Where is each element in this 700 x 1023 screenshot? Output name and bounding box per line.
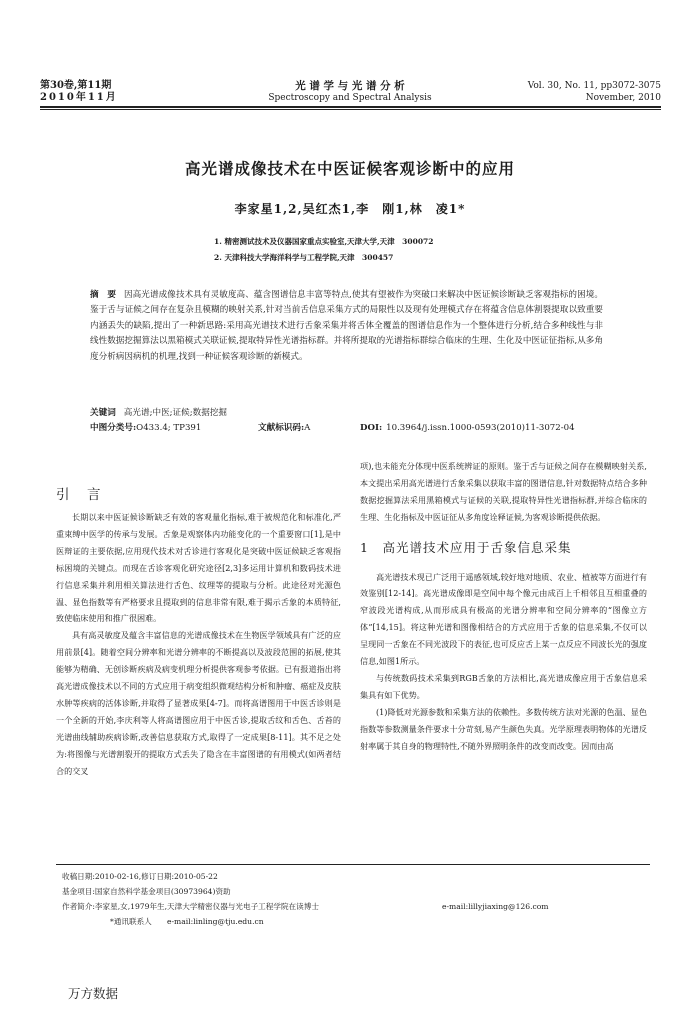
volume-cn: 第30卷,第11期 [40,80,112,91]
left-column [56,509,341,780]
journal-cn: 光 谱 学 与 光 谱 分 析 [295,80,405,92]
footnote-corresponding: *通讯联系人 e-mail:linling@tju.edu.cn [110,917,264,926]
section1-paragraph-3: (1)降低对光源参数和采集方法的依赖性。多数传统方法对光源的色温、显色指数等参数测量条件要求十分苛刻,易产生颜色失真。光学原理表明物体的光谱反射率属于其自身的物理特性,不随外界照明条件的改变而改变。因而由高 [360,706,647,751]
date-en: November, 2010 [585,93,661,103]
abstract [90,288,603,365]
keywords-line [90,407,227,420]
doi-label: DOI: [360,423,383,433]
header-center [230,80,470,104]
keywords-label: 关键词 [90,408,116,418]
right-column [360,458,647,755]
abstract-label: 摘 要 [90,290,116,300]
footnote-funding: 基金项目:国家自然科学基金项目(30973964)资助 [62,887,231,896]
clc-label: 中图分类号: [90,423,137,433]
doi-value: 10.3964/j.issn.1000-0593(2010)11-3072-04 [386,423,575,433]
doi-line [360,422,575,435]
date-cn: 2010年11月 [40,92,118,103]
doccode-label: 文献标识码: [258,423,305,433]
keywords-text: 高光谱;中医;证候;数据挖掘 [123,408,228,418]
header-left [40,80,118,104]
header-rule-thin [40,109,661,110]
intro-paragraph-2: 具有高灵敏度及蕴含丰富信息的光谱成像技术在生物医学领域具有广泛的应用前景[4]。随着空间分辨率和光谱分辨率的不断提高以及波段范围的拓展,使其能够为精确、无创诊断疾病及病变机理分析提供客观参考依据。已有报道指出将高光谱成像技术以不同的方式应用于病变组织微观结构分析和肿瘤、癌症及皮肤水肿等疾病的活体诊断,并取得了显著成果[4-7]。而将高谱图用于中医舌诊则是一个全新的开始,李庆利等人将高谱图应用于中医舌诊,提取舌纹和舌色、舌苔的光谱曲线辅助疾病诊断,改善信息获取方式,取得了一定成果[8-11]。其不足之处为:将图像与光谱割裂开的提取方式丢失了隐含在丰富图谱的有用模式(如两者结合的交叉 [56,630,341,776]
volume-en: Vol. 30, No. 11, pp3072-3075 [527,81,661,91]
journal-en: Spectroscopy and Spectral Analysis [268,93,432,103]
footnote-received: 收稿日期:2010-02-16,修订日期:2010-05-22 [62,872,218,881]
right-paragraph-1: 项),也未能充分体现中医系统辨证的原则。鉴于舌与证候之间存在模糊映射关系,本文提出采用高光谱进行舌象采集以获取丰富的图谱信息,针对数据特点结合多种数据挖掘算法采用黑箱模式与证候的关联,提取特异性光谱指标群,并综合临床的生理、生化指标及中医证征从多角度诠释证候,为客观诊断提供依据。 [360,461,647,522]
classification-line [90,422,201,435]
header-right [470,80,661,104]
affiliation-2: 2. 天津科技大学海洋科学与工程学院,天津 300457 [214,253,394,262]
author-list: 李家星1,2,吴红杰1,李 刚1,林 凌1* [234,202,466,216]
article-title: 高光谱成像技术在中医证候客观诊断中的应用 [184,159,515,178]
doccode-line [258,422,310,435]
section1-paragraph-2: 与传统数码技术采集到RGB舌象的方法相比,高光谱成像应用于舌象信息采集具有如下优势。 [360,672,647,700]
footnote-bio: 作者简介:李家星,女,1979年生,天津大学精密仪器与光电子工程学院在读博士 [62,902,319,911]
section-heading-intro: 引 言 [56,487,103,503]
section-heading-1: 1 高光谱技术应用于舌象信息采集 [360,539,572,555]
footnote-rule [56,864,650,865]
doccode-value: A [304,423,311,433]
intro-paragraph-1: 长期以来中医证候诊断缺乏有效的客观量化指标,难于被规范化和标准化,严重束缚中医学的传承与发展。舌象是观察体内功能变化的一个重要窗口[1],是中医辩证的主要依据,应用现代技术对舌诊进行客观化是突破中医证候缺乏客观指标困境的关键点。而现在舌诊客观化研究途径[2,3]多运用计算机和数码技术进行信息采集并利用相关算法进行舌色、纹理等的提取与分析。此途径对光源色温、显色指数等有严格要求且提取到的信息非常有限,难于揭示舌象的本质特征,致使临床使用和推广很困难。 [56,512,341,624]
header-rule [40,106,661,108]
affiliation-1: 1. 精密测试技术及仪器国家重点实验室,天津大学,天津 300072 [214,237,434,246]
watermark: 万方数据 [68,986,119,1001]
section1-paragraph-1: 高光谱技术现已广泛用于遥感领域,较好地对地质、农业、植被等方面进行有效鉴别[12-14]。高光谱成像即是空间中每个像元由成百上千相邻且互相重叠的窄波段光谱构成,从而形成具有极高的光谱分辨率和空间分辨率的“图像立方体”[14,15]。将这种光谱和图像相结合的方式应用于舌象的信息采集,不仅可以呈现同一舌象在不同光波段下的表征,也可反应舌上某一点反应不同波长光的强度信息,如图1所示。 [360,571,647,667]
footnote-email: e-mail:lillyjiaxing@126.com [442,902,549,911]
clc-code: O433.4; TP391 [136,423,202,433]
abstract-text: 因高光谱成像技术具有灵敏度高、蕴含图谱信息丰富等特点,使其有望被作为突破口来解决中医证候诊断缺乏客观指标的困境。鉴于舌与证候之间存在复杂且模糊的映射关系,针对当前舌信息采集方式的局限性以及现有处理模式存在将蕴含信息体割裂提取以致重要内涵丢失的缺陷,提出了一种新思路:采用高光谱技术进行舌象采集并将舌体全覆盖的图谱信息作为一个整体进行分析,结合多种线性与非线性数据挖掘算法以黑箱模式关联证候,提取特异性光谱指标群。并将所提取的光谱指标群综合临床的生理、生化及中医证征指标,从多角度分析病因病机的机理,找到一种证候客观诊断的新模式。 [90,290,603,362]
